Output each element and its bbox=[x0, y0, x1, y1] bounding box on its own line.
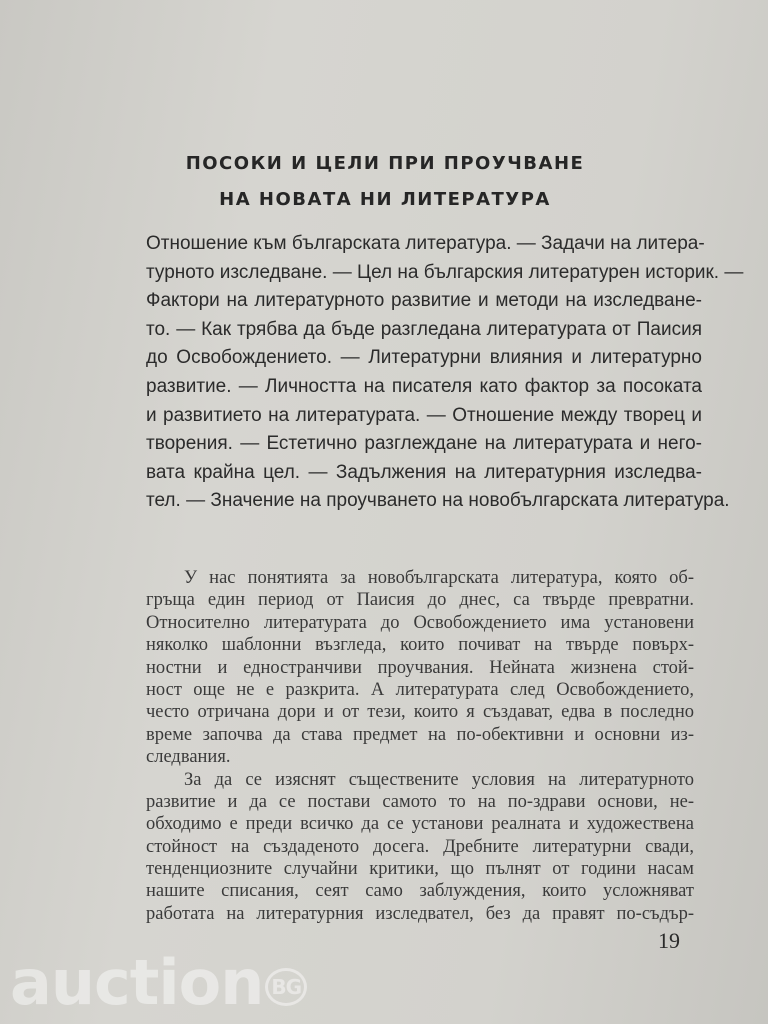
body-line: За да се изяснят съществените условия на литературното bbox=[184, 769, 694, 790]
summary-line: творения. — Естетично разглеждане на литературата и него- bbox=[146, 433, 702, 455]
summary-line: тел. — Значение на проучването на новобългарската литература. bbox=[146, 490, 730, 512]
page-number: 19 bbox=[658, 928, 680, 953]
body-line: ност още не е разкрита. А литературата след Освобождението, bbox=[146, 679, 694, 700]
body-line: няколко шаблонни възгледа, които почиват на твърде повърх- bbox=[146, 635, 694, 656]
summary-line: Фактори на литературното развитие и методи на изследване- bbox=[146, 290, 702, 312]
chapter-heading-line-2: НА НОВАТА НИ ЛИТЕРАТУРА bbox=[219, 189, 551, 210]
body-line: гръща един период от Паисия до днес, са твърде превратни. bbox=[146, 590, 694, 611]
body-text bbox=[146, 567, 694, 925]
summary-line: и развитието на литературата. — Отношение между творец и bbox=[146, 404, 702, 426]
body-line: развитие и да се постави самото то на по-здрави основи, не- bbox=[146, 791, 694, 812]
body-line: тенденциозните случайни критики, що пълнят от години насам bbox=[146, 859, 694, 880]
body-line: работата на литературния изследвател, без да правят по-съдър- bbox=[146, 903, 694, 924]
chapter-summary bbox=[146, 230, 744, 516]
watermark-text: auction bbox=[10, 946, 264, 1019]
summary-line: развитие. — Личността на писателя като фактор за посоката bbox=[146, 375, 702, 397]
body-line: нашите списания, сеят само заблуждения, които усложняват bbox=[146, 881, 694, 902]
summary-line: Отношение към българската литература. — Задачи на литера- bbox=[146, 233, 705, 254]
chapter-heading-line-1: ПОСОКИ И ЦЕЛИ ПРИ ПРОУЧВАНЕ bbox=[185, 153, 585, 174]
body-line: време започва да става предмет на по-обективни и основни из- bbox=[146, 724, 694, 745]
watermark-badge: BG bbox=[265, 968, 307, 1006]
summary-line: турното изследване. — Цел на българския литературен историк. — bbox=[146, 261, 744, 283]
body-line: ностни и едностранчиви проучвания. Нейната жизнена стой- bbox=[146, 657, 694, 678]
summary-line: то. — Как трябва да бъде разгледана литературата от Паисия bbox=[146, 318, 702, 340]
summary-line: до Освобождението. — Литературни влияния и литературно bbox=[146, 347, 702, 369]
watermark-logo bbox=[10, 948, 307, 1022]
body-line: следвания. bbox=[146, 747, 231, 768]
body-line: стойност на създаденото досега. Дребните литературни свади, bbox=[146, 836, 694, 857]
summary-line: вата крайна цел. — Задължения на литературния изследва- bbox=[146, 461, 702, 483]
body-line: Относително литературата до Освобождението има установени bbox=[146, 612, 694, 633]
body-line: У нас понятията за новобългарската литература, която об- bbox=[184, 568, 694, 588]
body-line: обходимо е преди всичко да се установи реалната и художествена bbox=[146, 814, 694, 835]
body-line: често отричана дори и от тези, които я създават, едва в последно bbox=[146, 702, 694, 723]
